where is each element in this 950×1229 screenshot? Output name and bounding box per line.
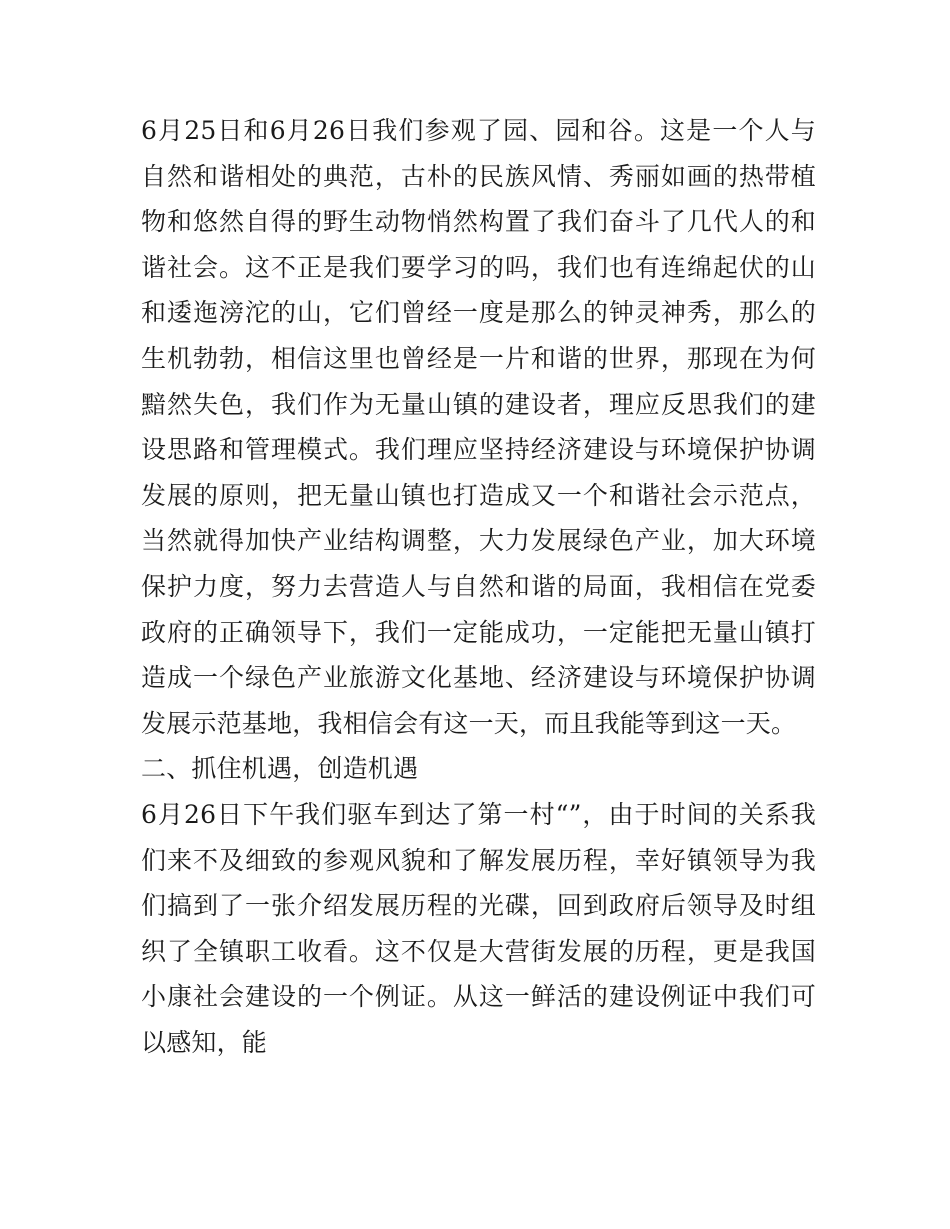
section-heading-opportunity: 二、抓住机遇，创造机遇 — [141, 754, 419, 784]
paragraph-first-village: 6月26日下午我们驱车到达了第一村“”，由于时间的关系我们来不及细致的参观风貌和了解发展历程，幸好镇领导为我们搞到了一张介绍发展历程的光碟，回到政府后领导及时组织了全镇职工收看。这不仅是大营街发展的历程，更是我国小康社会建设的一个例证。从这一鲜活的建设例证中我们可以感知，能 — [141, 799, 816, 1057]
document-body — [141, 108, 816, 1065]
paragraph-park-visit: 6月25日和6月26日我们参观了园、园和谷。这是一个人与自然和谐相处的典范，古朴的民族风情、秀丽如画的热带植物和悠然自得的野生动物悄然构置了我们奋斗了几代人的和谐社会。这不正是我们要学习的吗，我们也有连绵起伏的山和逶迤滂沱的山，它们曾经一度是那么的钟灵神秀，那么的生机勃勃，相信这里也曾经是一片和谐的世界，那现在为何黯然失色，我们作为无量山镇的建设者，理应反思我们的建设思路和管理模式。我们理应坚持经济建设与环境保护协调发展的原则，把无量山镇也打造成又一个和谐社会示范点，当然就得加快产业结构调整，大力发展绿色产业，加大环境保护力度，努力去营造人与自然和谐的局面，我相信在党委政府的正确领导下，我们一定能成功，一定能把无量山镇打造成一个绿色产业旅游文化基地、经济建设与环境保护协调发展示范基地，我相信会有这一天，而且我能等到这一天。 — [141, 116, 816, 738]
